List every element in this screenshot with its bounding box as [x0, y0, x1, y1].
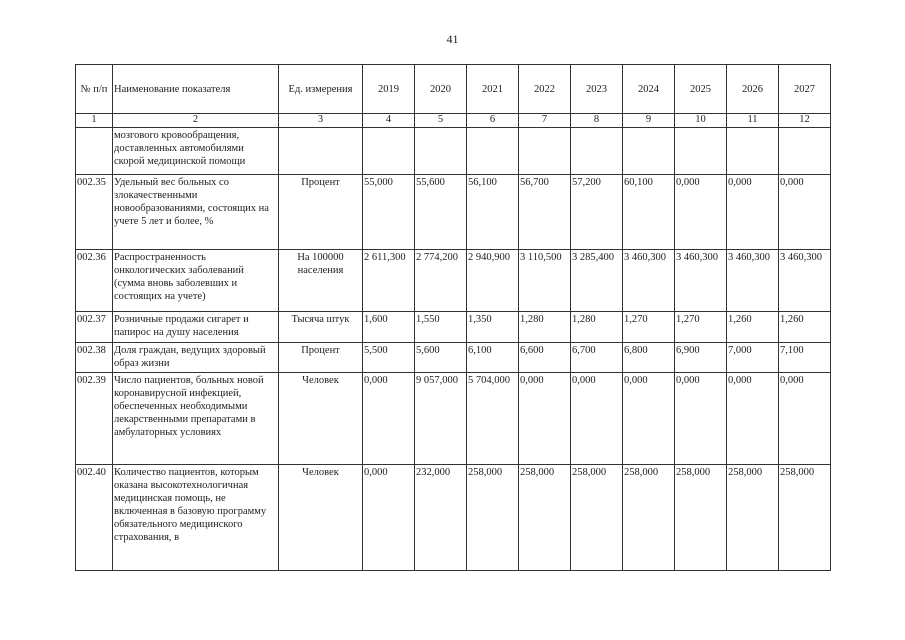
value-cell: 1,550 [415, 312, 467, 343]
indicator-name: мозгового кровообращения, доставленных автомобилями скорой медицинской помощи [113, 128, 279, 175]
table-row [76, 465, 831, 571]
value-cell: 1,260 [779, 312, 831, 343]
value-cell: 9 057,000 [415, 373, 467, 465]
value-cell [675, 128, 727, 175]
value-cell: 258,000 [727, 465, 779, 571]
indicators-table [75, 64, 831, 571]
value-cell [779, 128, 831, 175]
value-cell: 0,000 [727, 175, 779, 250]
unit: Процент [279, 343, 363, 373]
value-cell: 2 940,900 [467, 250, 519, 312]
value-cell [623, 128, 675, 175]
column-number: 5 [415, 114, 467, 128]
header-unit: Ед. измерения [279, 65, 363, 114]
indicator-name: Количество пациентов, которым оказана высокотехнологичная медицинская помощь, не включенная в базовую программу обязательного медицинского страхования, в [113, 465, 279, 571]
header-year: 2025 [675, 65, 727, 114]
indicator-name: Распространенность онкологических заболеваний (сумма вновь заболевших и состоящих на учете) [113, 250, 279, 312]
value-cell [571, 128, 623, 175]
value-cell: 0,000 [779, 373, 831, 465]
value-cell: 1,600 [363, 312, 415, 343]
value-cell: 0,000 [623, 373, 675, 465]
value-cell: 258,000 [519, 465, 571, 571]
value-cell: 60,100 [623, 175, 675, 250]
row-number: 002.40 [76, 465, 113, 571]
indicator-name: Число пациентов, больных новой коронавирусной инфекцией, обеспеченных необходимыми лекарственными препаратами в амбулаторных условиях [113, 373, 279, 465]
row-number [76, 128, 113, 175]
value-cell [727, 128, 779, 175]
value-cell: 0,000 [363, 373, 415, 465]
column-number: 6 [467, 114, 519, 128]
header-year: 2026 [727, 65, 779, 114]
value-cell [519, 128, 571, 175]
value-cell: 2 611,300 [363, 250, 415, 312]
row-number: 002.37 [76, 312, 113, 343]
indicator-name: Доля граждан, ведущих здоровый образ жизни [113, 343, 279, 373]
value-cell: 55,000 [363, 175, 415, 250]
unit: Тысяча штук [279, 312, 363, 343]
header-year: 2022 [519, 65, 571, 114]
table-row [76, 128, 831, 175]
header-year: 2019 [363, 65, 415, 114]
indicator-name: Розничные продажи сигарет и папирос на душу населения [113, 312, 279, 343]
value-cell: 7,000 [727, 343, 779, 373]
value-cell: 3 460,300 [779, 250, 831, 312]
value-cell: 3 110,500 [519, 250, 571, 312]
header-num: № п/п [76, 65, 113, 114]
value-cell: 258,000 [571, 465, 623, 571]
value-cell: 5 704,000 [467, 373, 519, 465]
column-number: 4 [363, 114, 415, 128]
column-number: 9 [623, 114, 675, 128]
header-year: 2023 [571, 65, 623, 114]
value-cell: 1,280 [571, 312, 623, 343]
row-number: 002.36 [76, 250, 113, 312]
header-year: 2027 [779, 65, 831, 114]
value-cell: 6,700 [571, 343, 623, 373]
unit: Процент [279, 175, 363, 250]
value-cell: 57,200 [571, 175, 623, 250]
column-number: 1 [76, 114, 113, 128]
value-cell: 0,000 [675, 373, 727, 465]
unit: Человек [279, 465, 363, 571]
value-cell: 0,000 [727, 373, 779, 465]
header-year: 2021 [467, 65, 519, 114]
row-number: 002.39 [76, 373, 113, 465]
value-cell: 0,000 [363, 465, 415, 571]
value-cell [363, 128, 415, 175]
value-cell: 1,350 [467, 312, 519, 343]
table-row [76, 175, 831, 250]
value-cell: 56,700 [519, 175, 571, 250]
value-cell: 258,000 [675, 465, 727, 571]
value-cell: 0,000 [675, 175, 727, 250]
column-number: 11 [727, 114, 779, 128]
value-cell: 3 460,300 [675, 250, 727, 312]
value-cell: 3 460,300 [623, 250, 675, 312]
value-cell: 5,600 [415, 343, 467, 373]
header-name: Наименование показателя [113, 65, 279, 114]
value-cell: 258,000 [779, 465, 831, 571]
table-row [76, 250, 831, 312]
table-row [76, 312, 831, 343]
value-cell: 0,000 [779, 175, 831, 250]
value-cell: 258,000 [467, 465, 519, 571]
value-cell: 1,260 [727, 312, 779, 343]
value-cell: 1,270 [675, 312, 727, 343]
row-number: 002.38 [76, 343, 113, 373]
unit [279, 128, 363, 175]
indicator-name: Удельный вес больных со злокачественными новообразованиями, состоящих на учете 5 лет и более, % [113, 175, 279, 250]
column-number: 7 [519, 114, 571, 128]
value-cell: 55,600 [415, 175, 467, 250]
value-cell: 1,270 [623, 312, 675, 343]
value-cell: 6,900 [675, 343, 727, 373]
unit: На 100000 населения [279, 250, 363, 312]
value-cell: 3 460,300 [727, 250, 779, 312]
value-cell: 7,100 [779, 343, 831, 373]
page-number: 41 [446, 32, 459, 46]
column-number: 2 [113, 114, 279, 128]
value-cell: 2 774,200 [415, 250, 467, 312]
column-number: 3 [279, 114, 363, 128]
column-number: 8 [571, 114, 623, 128]
column-number-row [76, 114, 831, 128]
value-cell: 0,000 [571, 373, 623, 465]
table-row [76, 373, 831, 465]
table-row [76, 343, 831, 373]
value-cell [467, 128, 519, 175]
header-row [76, 65, 831, 114]
column-number: 12 [779, 114, 831, 128]
value-cell: 1,280 [519, 312, 571, 343]
value-cell: 3 285,400 [571, 250, 623, 312]
value-cell [415, 128, 467, 175]
column-number: 10 [675, 114, 727, 128]
unit: Человек [279, 373, 363, 465]
value-cell: 0,000 [519, 373, 571, 465]
value-cell: 5,500 [363, 343, 415, 373]
header-year: 2020 [415, 65, 467, 114]
value-cell: 232,000 [415, 465, 467, 571]
value-cell: 6,800 [623, 343, 675, 373]
value-cell: 56,100 [467, 175, 519, 250]
value-cell: 6,100 [467, 343, 519, 373]
row-number: 002.35 [76, 175, 113, 250]
header-year: 2024 [623, 65, 675, 114]
value-cell: 6,600 [519, 343, 571, 373]
value-cell: 258,000 [623, 465, 675, 571]
